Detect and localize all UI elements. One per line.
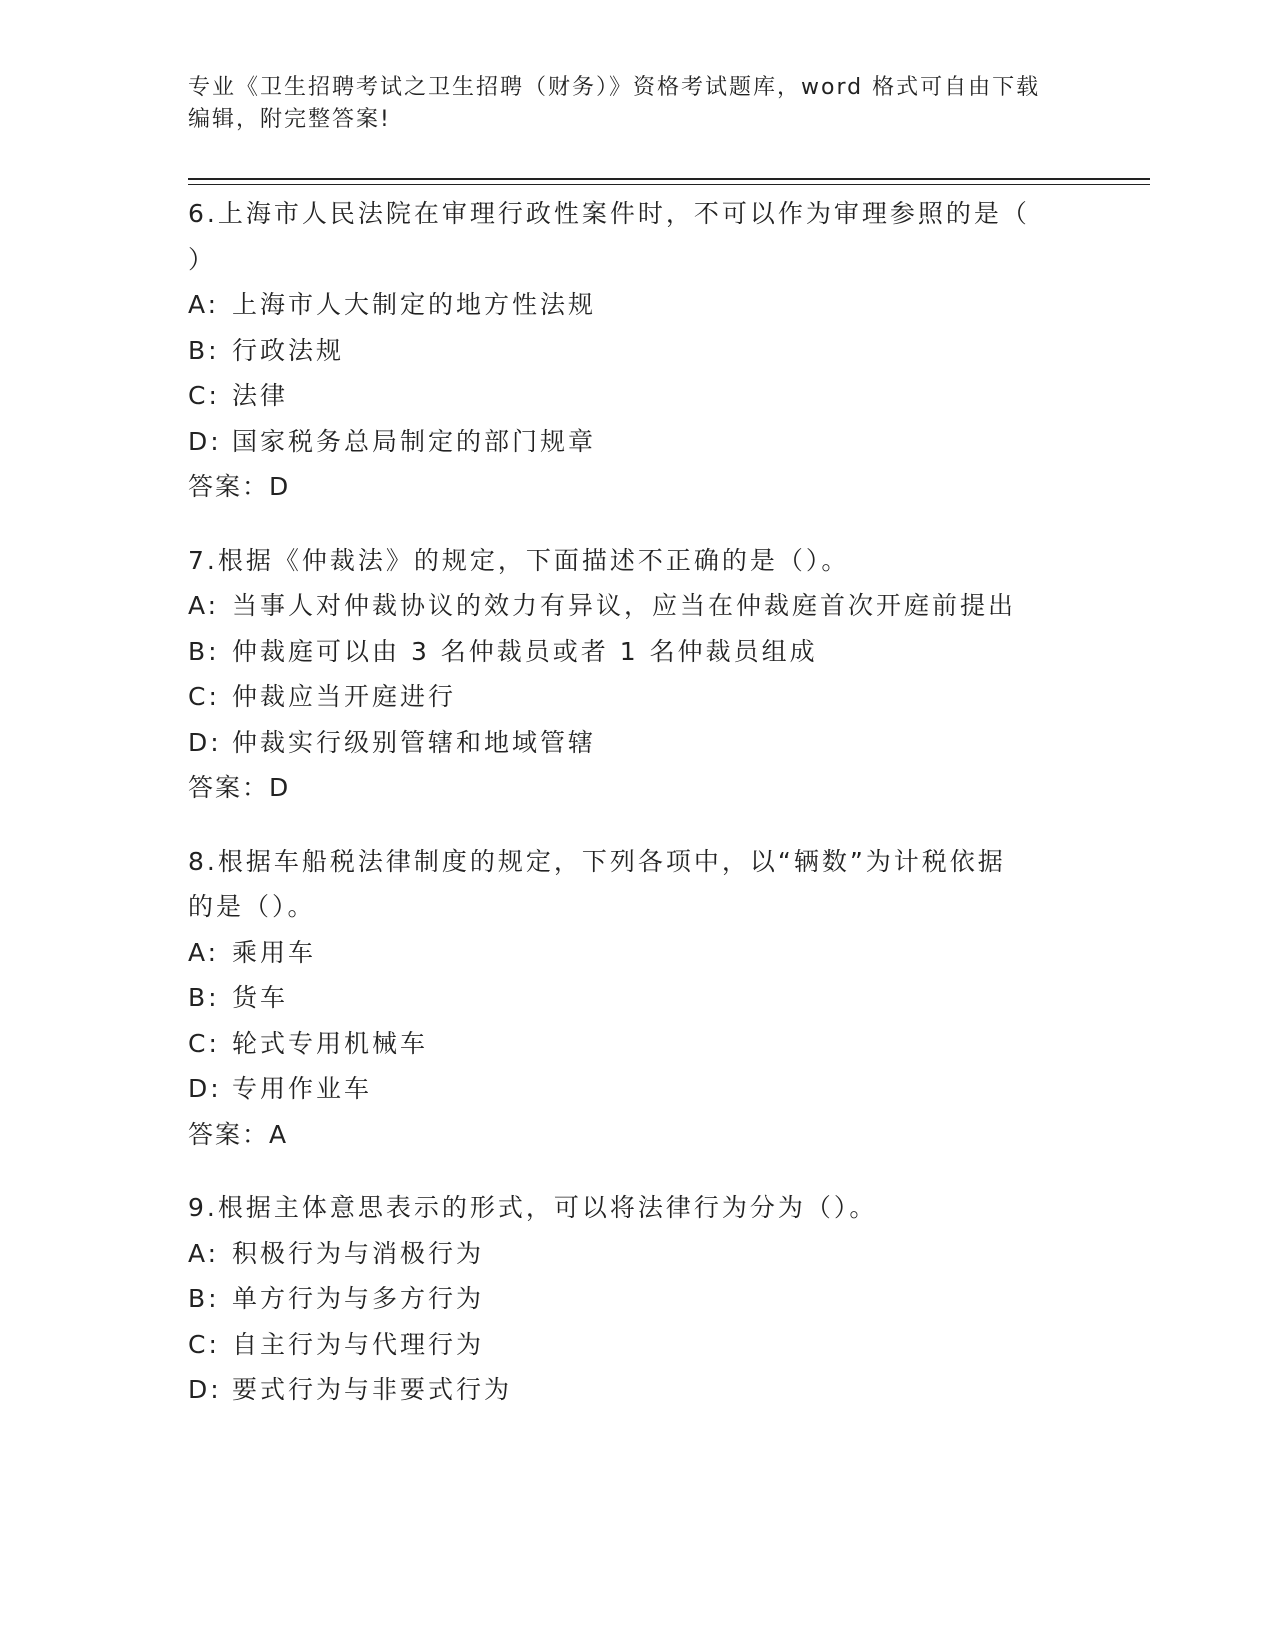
option-letter: A:	[188, 591, 220, 620]
option-text: 积极行为与消极行为	[232, 1238, 485, 1268]
header-divider-thick	[188, 178, 1150, 180]
question-stem	[188, 1185, 1088, 1231]
option-text: 单方行为与多方行为	[232, 1284, 485, 1313]
option-text: 上海市人大制定的地方性法规	[232, 290, 597, 319]
document-header	[188, 72, 1088, 136]
question-list	[188, 191, 1088, 1441]
option-letter: B:	[188, 636, 220, 666]
option-text: 货车	[232, 983, 289, 1012]
option-text: 行政法规	[232, 335, 345, 365]
option-letter: B:	[188, 1284, 220, 1313]
option-text: 自主行为与代理行为	[232, 1329, 485, 1359]
question-stem	[188, 191, 1088, 237]
option-text: 法律	[232, 381, 289, 410]
question-number: 9.	[188, 1193, 218, 1222]
question-number: 7.	[188, 545, 218, 575]
header-line-1: 专业《卫生招聘考试之卫生招聘（财务）》资格考试题库，word 格式可自由下载	[188, 75, 1041, 100]
option-letter: A:	[188, 290, 220, 319]
option-letter: C:	[188, 1329, 220, 1359]
option-letter: D:	[188, 1074, 222, 1103]
option-c	[188, 1322, 1088, 1368]
option-letter: A:	[188, 937, 220, 967]
option-text: 要式行为与非要式行为	[232, 1375, 513, 1404]
option-d	[188, 419, 1088, 465]
question-number: 8.	[188, 846, 218, 876]
answer-line: 答案：D	[188, 773, 291, 802]
question-text-line-1: 根据《仲裁法》的规定，下面描述不正确的是（）。	[217, 545, 850, 575]
option-a	[188, 282, 1088, 328]
option-b	[188, 975, 1088, 1021]
header-divider-thin	[188, 184, 1150, 185]
option-letter: D:	[188, 727, 222, 757]
option-c	[188, 674, 1088, 720]
option-b	[188, 629, 1088, 675]
question-number: 6.	[188, 199, 218, 228]
option-text: 轮式专用机械车	[232, 1028, 429, 1058]
option-c	[188, 1021, 1088, 1067]
option-a	[188, 930, 1088, 976]
question-9	[188, 1185, 1088, 1413]
question-text-line-1: 根据主体意思表示的形式，可以将法律行为分为（）。	[217, 1193, 878, 1222]
option-letter: B:	[188, 335, 220, 365]
option-b	[188, 328, 1088, 374]
answer-line: 答案：D	[188, 472, 291, 501]
option-text: 仲裁实行级别管辖和地域管辖	[232, 727, 597, 757]
option-letter: D:	[188, 1375, 222, 1404]
option-letter: B:	[188, 983, 220, 1012]
option-d	[188, 1367, 1088, 1413]
option-d	[188, 1066, 1088, 1112]
option-c	[188, 373, 1088, 419]
option-text: 国家税务总局制定的部门规章	[232, 426, 597, 456]
question-text-line-1: 上海市人民法院在审理行政性案件时，不可以作为审理参照的是（	[217, 199, 1030, 228]
option-letter: A:	[188, 1238, 220, 1268]
option-text: 当事人对仲裁协议的效力有异议，应当在仲裁庭首次开庭前提出	[232, 591, 1017, 620]
question-8	[188, 839, 1088, 1158]
question-7	[188, 538, 1088, 811]
option-letter: D:	[188, 426, 222, 456]
option-d	[188, 720, 1088, 766]
question-stem	[188, 538, 1088, 584]
option-b	[188, 1276, 1088, 1322]
question-stem	[188, 839, 1088, 885]
option-letter: C:	[188, 381, 220, 410]
option-text: 仲裁应当开庭进行	[232, 682, 457, 711]
question-text-line-1: 根据车船税法律制度的规定，下列各项中，以“辆数”为计税依据	[217, 846, 1006, 876]
option-a	[188, 1231, 1088, 1277]
answer-line: 答案：A	[188, 1119, 289, 1149]
option-letter: C:	[188, 1028, 220, 1058]
question-text-line-2: ）	[188, 244, 217, 274]
header-line-2: 编辑，附完整答案!	[188, 107, 391, 132]
option-a	[188, 583, 1088, 629]
option-text: 乘用车	[232, 937, 317, 967]
question-text-line-2: 的是（）。	[188, 892, 316, 921]
question-6	[188, 191, 1088, 510]
option-text: 专用作业车	[232, 1074, 373, 1103]
option-text: 仲裁庭可以由 3 名仲裁员或者 1 名仲裁员组成	[232, 636, 818, 666]
option-letter: C:	[188, 682, 220, 711]
